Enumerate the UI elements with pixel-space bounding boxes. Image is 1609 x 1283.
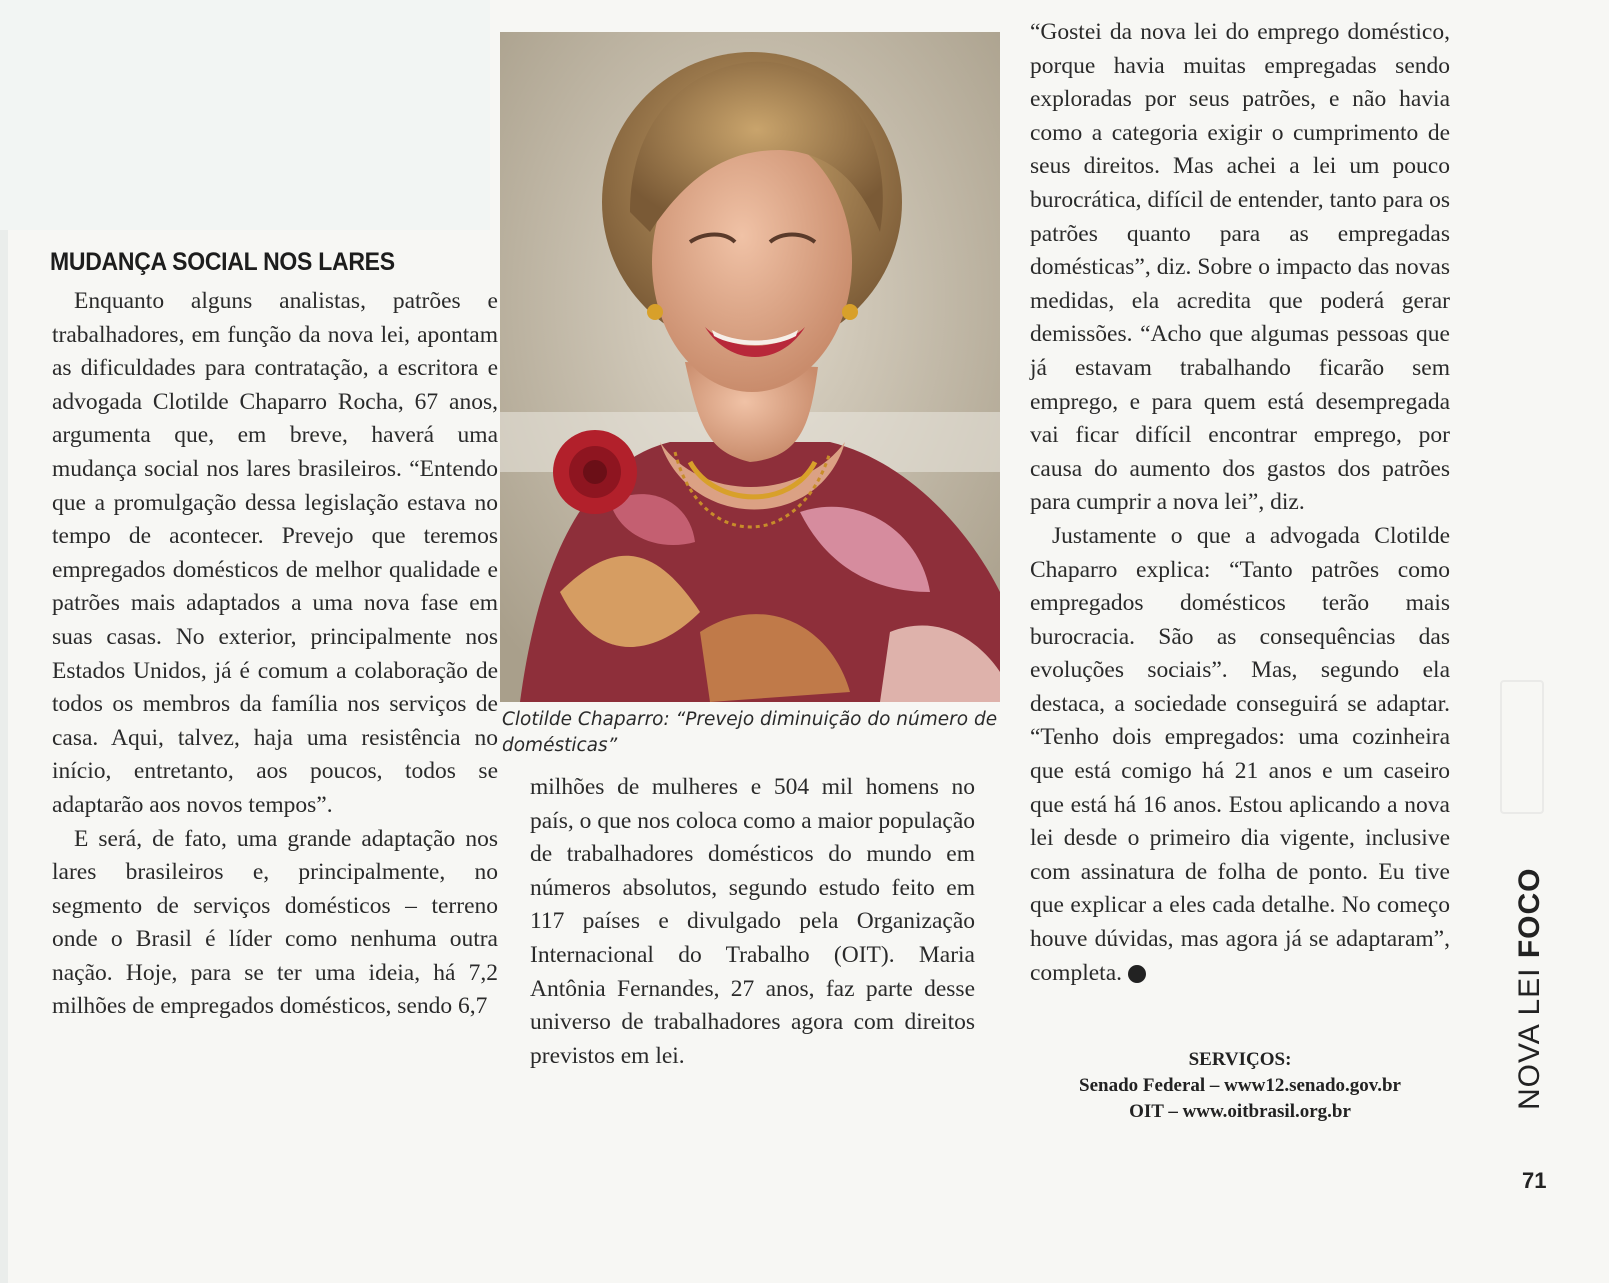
section-label xyxy=(1513,867,1547,1110)
article-paragraph-text: Justamente o que a advogada Clotilde Chaparro explica: “Tanto patrões como empregados domésticos terão mais burocracia. São as consequências das evoluções sociais”. Mas, segundo ela destaca, a sociedade conseguirá se adaptar. “Tenho dois empregados: uma cozinheira que está comigo há 21 anos e um caseiro que está há 16 anos. Estou aplicando a nova lei desde o primeiro dia vigente, inclusive com assinatura de folha de ponto. Eu tive que explicar a eles cada detalhe. No começo houve dúvidas, mas agora já se adaptaram”, completa. xyxy=(1030,522,1450,986)
article-paragraph: “Gostei da nova lei do emprego doméstico, porque havia muitas empregadas sendo exploradas por seus patrões, e não havia como a categoria exigir o cumprimento de seus direitos. Mas achei a lei um pouco burocrática, difícil de entender, tanto para os patrões quanto para as empregadas domésticas”, diz. Sobre o impacto das novas medidas, ela acredita que poderá gerar demissões. “Acho que algumas pessoas que já estavam trabalhando ficarão sem emprego, e para quem está desempregada vai ficar difícil encontrar emprego, por causa do aumento dos gastos dos patrões para cumprir a nova lei”, diz. xyxy=(1030,19,1450,516)
end-of-article-icon: f xyxy=(1128,965,1146,983)
bleed-through-mark xyxy=(1500,680,1544,814)
article-heading: MUDANÇA SOCIAL NOS LARES xyxy=(50,248,395,276)
scan-edge xyxy=(0,230,8,1283)
services-title: SERVIÇOS: xyxy=(1188,1049,1292,1070)
article-column-3 xyxy=(1030,16,1450,990)
services-box xyxy=(1040,1047,1440,1125)
page-number: 71 xyxy=(1522,1168,1547,1193)
article-paragraph: E será, de fato, uma grande adaptação nos lares brasileiros e, principalmente, no segmento de serviços domésticos – terreno onde o Brasil é líder como nenhuma outra nação. Hoje, para se ter uma ideia, há 7,2 milhões de empregados domésticos, sendo 6,7 xyxy=(52,825,498,1020)
portrait-photo xyxy=(500,32,1000,702)
scan-background xyxy=(0,0,490,230)
services-line: OIT – www.oitbrasil.org.br xyxy=(1129,1101,1351,1122)
photo-caption: Clotilde Chaparro: “Prevejo diminuição do número de domésticas” xyxy=(502,709,998,756)
section-label-bold: FOCO xyxy=(1513,867,1546,959)
article-column-2 xyxy=(530,771,975,1073)
article-column-1 xyxy=(52,285,498,1024)
portrait-illustration xyxy=(500,32,1000,702)
article-paragraph: Enquanto alguns analistas, patrões e trabalhadores, em função da nova lei, apontam as dificuldades para contratação, a escritora e advogada Clotilde Chaparro Rocha, 67 anos, argumenta que, em breve, haverá uma mudança social nos lares brasileiros. “Entendo que a promulgação dessa legislação estava no tempo de acontecer. Prevejo que teremos empregados domésticos de melhor qualidade e patrões mais adaptados a uma nova fase em suas casas. No exterior, principalmente nos Estados Unidos, já é comum a colaboração de todos os membros da família nos serviços de casa. Aqui, talvez, haja uma resistência no início, entretanto, aos poucos, todos se adaptarão aos novos tempos”. xyxy=(52,288,498,818)
section-label-light: NOVA LEI xyxy=(1513,967,1546,1110)
article-paragraph: milhões de mulheres e 504 mil homens no país, o que nos coloca como a maior população de trabalhadores domésticos do mundo em números absolutos, segundo estudo feito em 117 países e divulgado pela Organização Internacional do Trabalho (OIT). Maria Antônia Fernandes, 27 anos, faz parte desse universo de trabalhadores agora com direitos previstos em lei. xyxy=(530,774,975,1069)
article-paragraph-last xyxy=(1030,520,1450,990)
services-line: Senado Federal – www12.senado.gov.br xyxy=(1079,1075,1401,1096)
